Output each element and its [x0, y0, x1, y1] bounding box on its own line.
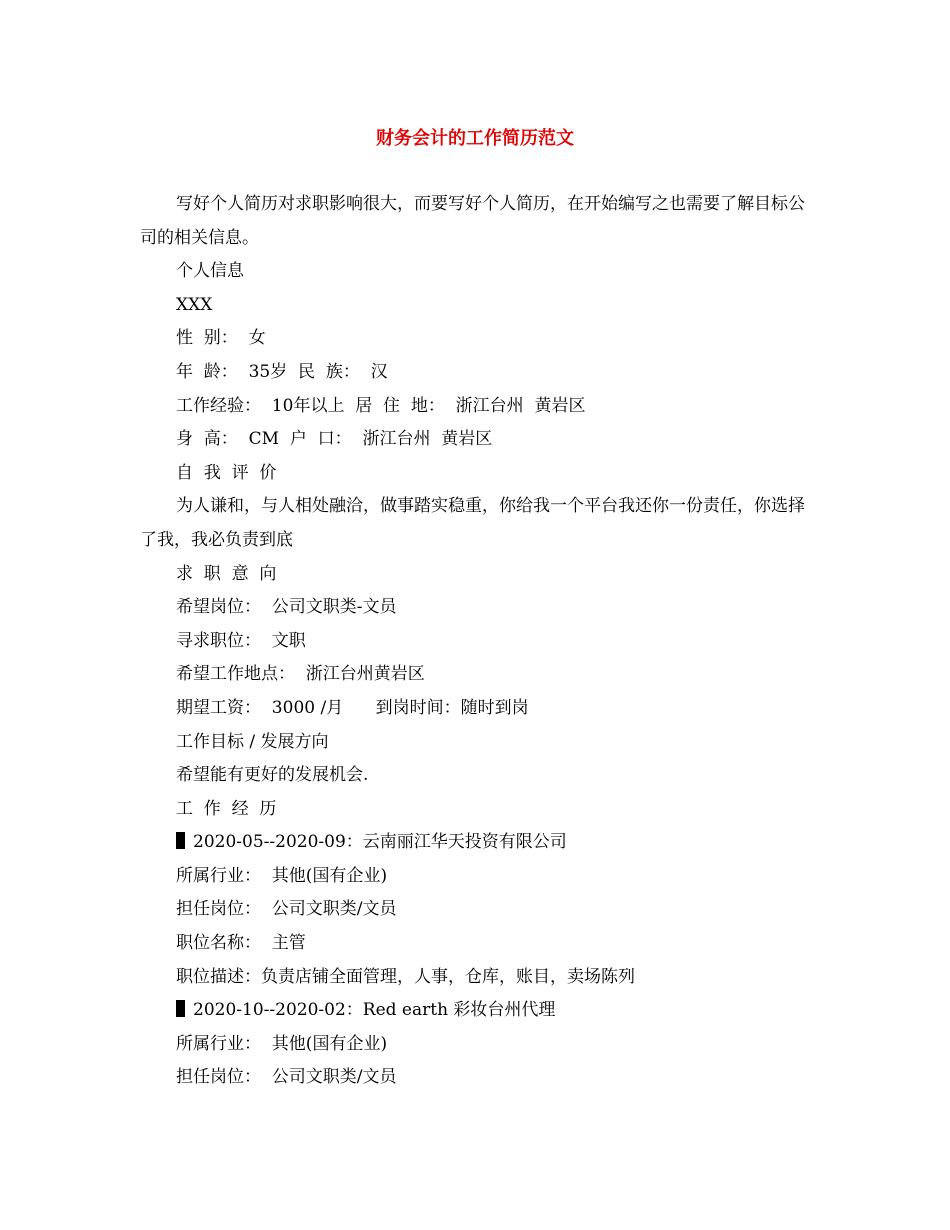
- experience-line: 工作经验： 10年以上 居 住 地： 浙江台州 黄岩区: [176, 395, 586, 416]
- work-history-heading: 工 作 经 历: [176, 798, 277, 819]
- job2-period-line: [140, 994, 820, 1028]
- seeking-position-line: 寻求职位： 文职: [176, 630, 306, 651]
- intro-paragraph: 写好个人简历对求职影响很大，而要写好个人简历，在开始编写之也需要了解目标公司的相关信息。: [140, 194, 805, 248]
- job1-industry: 所属行业： 其他(国有企业): [176, 865, 388, 886]
- goal-heading: 工作目标 / 发展方向: [176, 731, 329, 752]
- self-eval-paragraph: 为人谦和，与人相处融洽，做事踏实稳重，你给我一个平台我还你一份责任，你选择了我，我必负责到底: [140, 496, 805, 550]
- age-line: 年 龄： 35岁 民 族： 汉: [176, 361, 388, 382]
- job1-post: 担任岗位： 公司文职类/文员: [176, 899, 397, 920]
- bullet-block-icon: [176, 1000, 185, 1017]
- self-eval-heading: 自 我 评 价: [176, 462, 277, 483]
- job1-period-line: [140, 826, 820, 860]
- salary-line: 期望工资： 3000 /月 到岗时间：随时到岗: [176, 697, 529, 718]
- desired-location-line: 希望工作地点： 浙江台州黄岩区: [176, 664, 425, 685]
- height-line: 身 高： CM 户 口： 浙江台州 黄岩区: [176, 429, 493, 450]
- document-title: 财务会计的工作简历范文: [376, 128, 574, 149]
- document-body: [140, 188, 820, 1095]
- desired-position-line: 希望岗位： 公司文职类-文员: [176, 597, 397, 618]
- gender-line: 性 别： 女: [176, 328, 266, 349]
- job1-description: 职位描述：负责店铺全面管理，人事，仓库，账目，卖场陈列: [176, 966, 635, 987]
- job1-period: 2020-05--2020-09：云南丽江华天投资有限公司: [193, 832, 567, 853]
- job2-industry: 所属行业： 其他(国有企业): [176, 1033, 388, 1054]
- bullet-block-icon: [176, 832, 185, 849]
- goal-text: 希望能有更好的发展机会.: [176, 765, 369, 786]
- intention-heading: 求 职 意 向: [176, 563, 277, 584]
- name-line: XXX: [176, 294, 213, 315]
- job2-post: 担任岗位： 公司文职类/文员: [176, 1067, 397, 1088]
- job2-period: 2020-10--2020-02：Red earth 彩妆台州代理: [193, 1000, 556, 1021]
- personal-info-heading: 个人信息: [176, 261, 244, 282]
- job1-position-name: 职位名称： 主管: [176, 933, 306, 954]
